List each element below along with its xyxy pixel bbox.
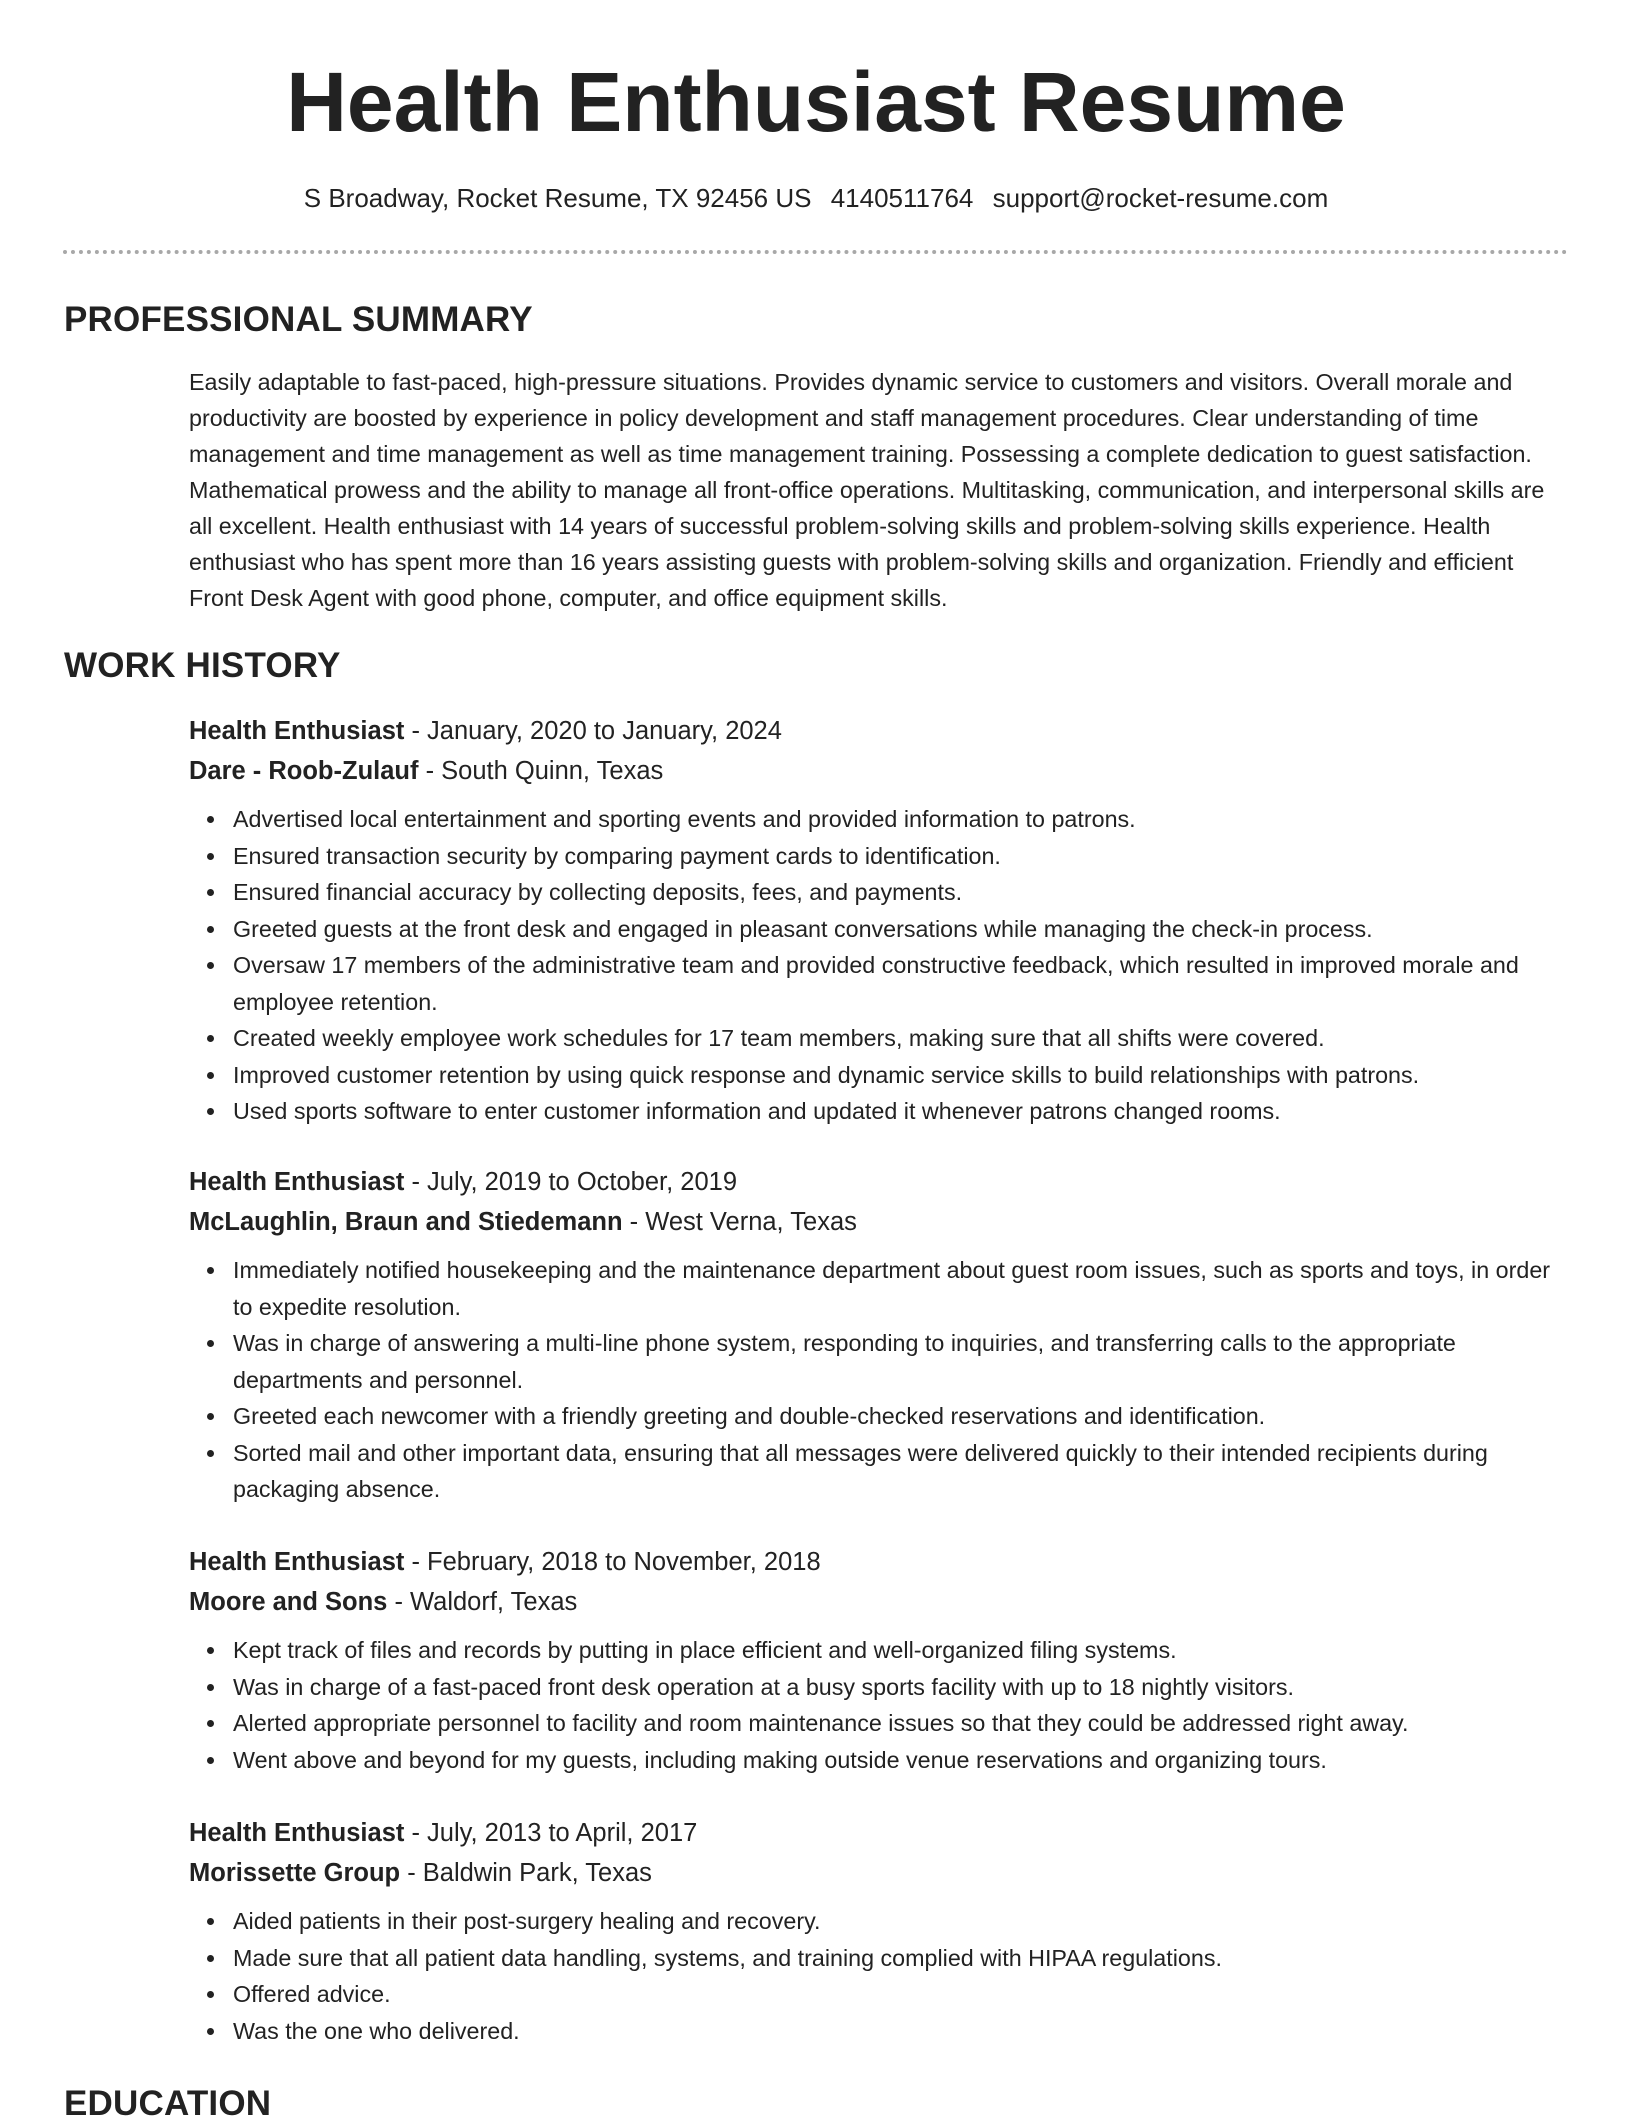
job-bullet: Greeted each newcomer with a friendly greeting and double-checked reservations and identification. [189, 1398, 1569, 1435]
job-role: Health Enthusiast [189, 1819, 405, 1847]
job-bullets [189, 1632, 1569, 1778]
job-dates: - July, 2019 to October, 2019 [404, 1168, 738, 1196]
job-location: - Baldwin Park, Texas [400, 1859, 652, 1887]
job-bullet: Aided patients in their post-surgery healing and recovery. [189, 1903, 1569, 1940]
job-location: - South Quinn, Texas [418, 757, 664, 785]
job-bullet: Ensured financial accuracy by collecting deposits, fees, and payments. [189, 874, 1569, 911]
job-company: Moore and Sons [189, 1588, 388, 1616]
job-bullet: Greeted guests at the front desk and engaged in pleasant conversations while managing the check-in process. [189, 911, 1569, 948]
job-bullet: Offered advice. [189, 1976, 1569, 2013]
contact-address: S Broadway, Rocket Resume, TX 92456 US [303, 183, 812, 213]
job-title-line [189, 1162, 1569, 1202]
job-role: Health Enthusiast [189, 717, 405, 745]
job-company: Dare - Roob-Zulauf [189, 757, 419, 785]
job-bullet: Made sure that all patient data handling, systems, and training complied with HIPAA regulations. [189, 1940, 1569, 1977]
job-bullet: Improved customer retention by using quick response and dynamic service skills to build relationships with patrons. [189, 1057, 1569, 1094]
job-title-line [189, 1813, 1569, 1853]
job-company: McLaughlin, Braun and Stiedemann [189, 1208, 623, 1236]
job-company: Morissette Group [189, 1859, 401, 1887]
job-title-line [189, 711, 1569, 751]
job-bullet: Went above and beyond for my guests, including making outside venue reservations and organizing tours. [189, 1742, 1569, 1779]
job-dates: - February, 2018 to November, 2018 [404, 1548, 821, 1576]
job-title-line [189, 1542, 1569, 1582]
education-heading: EDUCATION [64, 2084, 272, 2123]
job-entry [189, 1813, 1569, 2049]
contact-line [0, 180, 1632, 216]
contact-email: support@rocket-resume.com [992, 183, 1329, 213]
job-company-line [189, 1582, 1569, 1622]
job-bullets [189, 1252, 1569, 1508]
job-bullet: Used sports software to enter customer information and updated it whenever patrons changed rooms. [189, 1093, 1569, 1130]
job-bullet: Ensured transaction security by comparing payment cards to identification. [189, 838, 1569, 875]
job-company-line [189, 751, 1569, 791]
job-entry [189, 711, 1569, 1130]
job-entry [189, 1162, 1569, 1508]
header-divider [63, 250, 1568, 254]
job-location: - Waldorf, Texas [387, 1588, 578, 1616]
job-bullet: Sorted mail and other important data, ensuring that all messages were delivered quickly to their intended recipients during packaging absence. [189, 1435, 1569, 1508]
summary-text: Easily adaptable to fast-paced, high-pressure situations. Provides dynamic service to customers and visitors. Overall morale and productivity are boosted by experience in policy development and staff management procedures. Clear understanding of time management and time management as well as time management training. Possessing a complete dedication to guest satisfaction. Mathematical prowess and the ability to manage all front-office operations. Multitasking, communication, and interpersonal skills are all excellent. Health enthusiast with 14 years of successful problem-solving skills and problem-solving skills experience. Health enthusiast who has spent more than 16 years assisting guests with problem-solving skills and organization. Friendly and efficient Front Desk Agent with good phone, computer, and office equipment skills. [189, 369, 1545, 611]
work-history-heading: WORK HISTORY [64, 646, 341, 685]
summary-heading: PROFESSIONAL SUMMARY [64, 300, 533, 339]
job-dates: - January, 2020 to January, 2024 [404, 717, 782, 745]
job-location: - West Verna, Texas [622, 1208, 857, 1236]
job-bullet: Kept track of files and records by putting in place efficient and well-organized filing systems. [189, 1632, 1569, 1669]
job-bullet: Was in charge of answering a multi-line phone system, responding to inquiries, and transferring calls to the appropriate departments and personnel. [189, 1325, 1569, 1398]
job-bullet: Alerted appropriate personnel to facility and room maintenance issues so that they could be addressed right away. [189, 1705, 1569, 1742]
job-bullet: Was the one who delivered. [189, 2013, 1569, 2050]
job-dates: - July, 2013 to April, 2017 [404, 1819, 698, 1847]
job-bullets [189, 801, 1569, 1130]
job-bullet: Advertised local entertainment and sporting events and provided information to patrons. [189, 801, 1569, 838]
job-company-line [189, 1853, 1569, 1893]
resume-title: Health Enthusiast Resume [286, 55, 1346, 149]
job-bullet: Created weekly employee work schedules for 17 team members, making sure that all shifts were covered. [189, 1020, 1569, 1057]
job-bullets [189, 1903, 1569, 2049]
contact-phone: 4140511764 [830, 183, 974, 213]
job-entry [189, 1542, 1569, 1778]
job-bullet: Oversaw 17 members of the administrative team and provided constructive feedback, which resulted in improved morale and employee retention. [189, 947, 1569, 1020]
job-bullet: Was in charge of a fast-paced front desk operation at a busy sports facility with up to 18 nightly visitors. [189, 1669, 1569, 1706]
job-role: Health Enthusiast [189, 1168, 405, 1196]
job-company-line [189, 1202, 1569, 1242]
job-role: Health Enthusiast [189, 1548, 405, 1576]
job-bullet: Immediately notified housekeeping and the maintenance department about guest room issues, such as sports and toys, in order to expedite resolution. [189, 1252, 1569, 1325]
